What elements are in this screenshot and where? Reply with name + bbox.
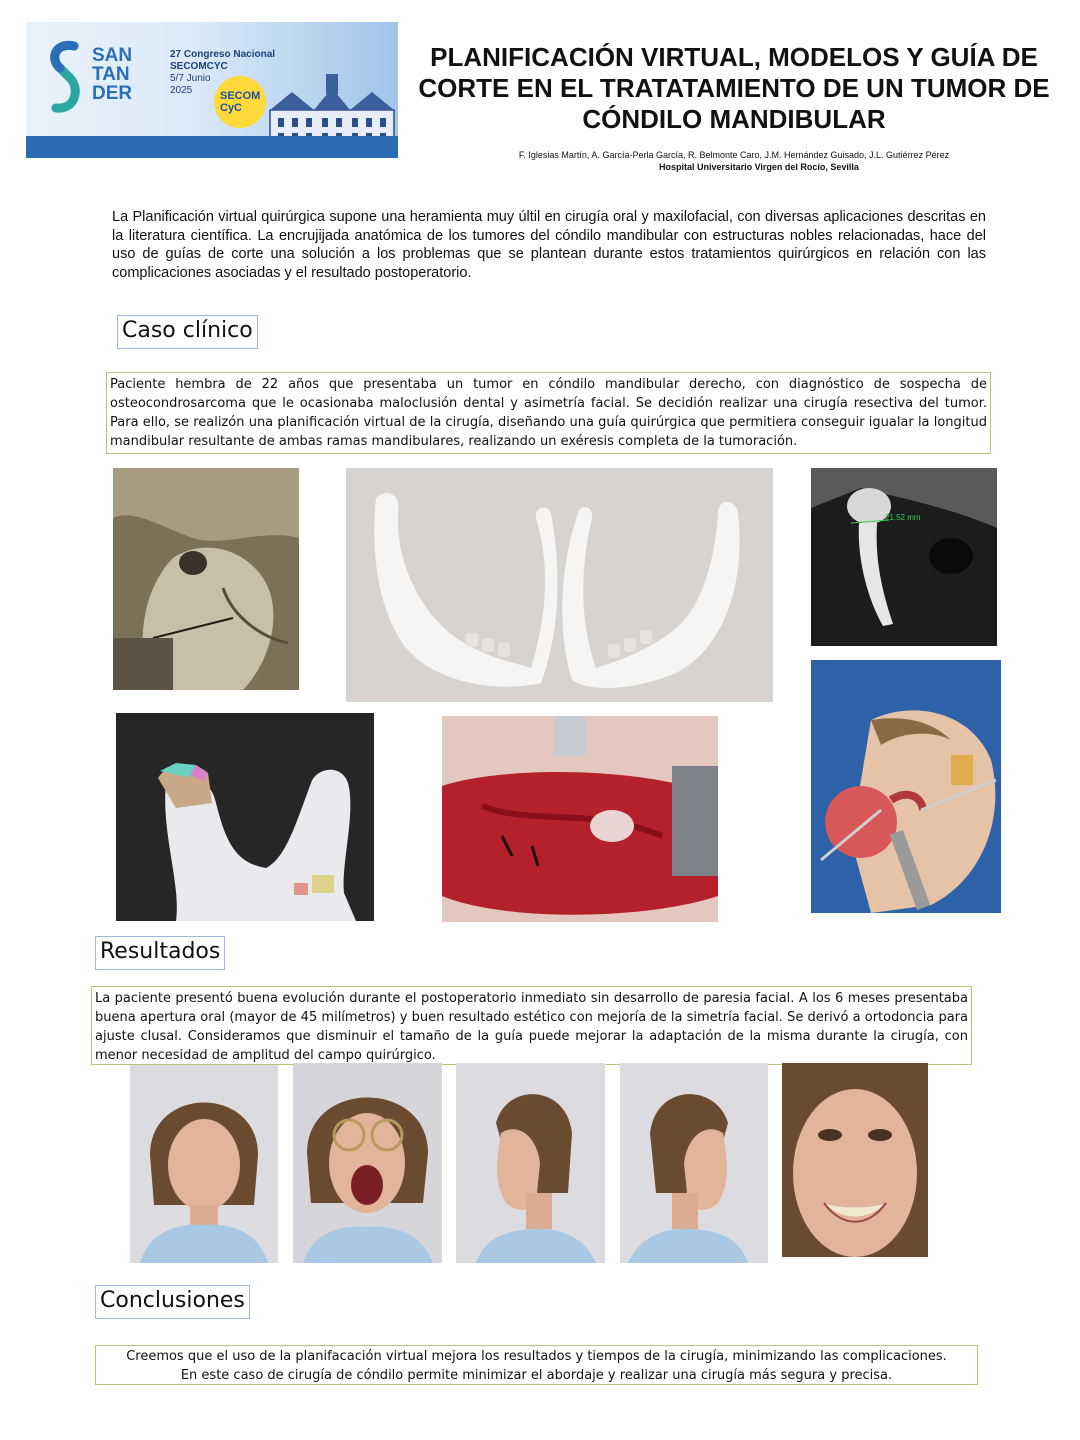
caso-clinico-text: Paciente hembra de 22 años que presentaba un tumor en cóndilo mandibular derecho, con diagnóstico de sospecha de osteocondrosarcoma que le ocasionaba maloclusión dental y asimetría facial. Se decidión realizar una cirugía resectiva del tumor. Para ello, se realizón una planificación virtual de la cirugía, diseñando una guía quirúrgica que permitiera conseguir igualar la longitud mandibular resultante de ambas ramas mandibulares, realizando un exéresis completa de la tumoración. [106,372,991,454]
caso-clinico-heading: Caso clínico [117,315,258,349]
patient-frontal-photo [130,1065,278,1263]
congress-info: 27 Congreso Nacional SECOMCYC 5/7 Junio 2025 [170,49,276,96]
ct-scan-image [811,468,997,646]
ct-3d-reconstruction-image [113,468,299,690]
introduction-text: La Planificación virtual quirúrgica supone una heramienta muy últil en cirugía oral y maxilofacial, con diversas aplicaciones descritas en la literatura científica. La encrujijada anatómica de los tumores del cóndilo mandibular con estructuras nobles relacionadas, hace del uso de guías de corte una solución a los problemas que se plantean durante estos tratamientos quirúrgicos en relación con las complicaciones asociadas y el resultado postoperatorio. [112,209,986,281]
authors: F. Iglesias Martín, A. García-Perla García, R. Belmonte Caro, J.M. Hernández Guisado, J.L. Gutiérrez Pérez [518,150,950,160]
patient-profile-right-photo [456,1063,605,1263]
banner-bar [26,136,398,158]
poster-title: PLANIFICACIÓN VIRTUAL, MODELOS Y GUÍA DE CORTE EN EL TRATATAMIENTO DE UN TUMOR DE CÓNDILO MANDIBULAR [418,42,1050,134]
conclusion-line-1: Creemos que el uso de la planifacación virtual mejora los resultados y tiempos de la cirugía, minimizando las complicaciones. [126,1349,947,1364]
patient-mouth-open-photo [293,1063,442,1263]
patient-profile-left-photo [620,1063,768,1263]
virtual-planning-guide-image [116,713,374,921]
society-logo: SECOM CyC [214,76,266,128]
patient-smile-closeup-photo [782,1063,928,1257]
resultados-heading: Resultados [95,936,225,970]
resultados-text: La paciente presentó buena evolución durante el postoperatorio inmediato sin desarrollo de paresia facial. A los 6 meses presentaba buena apertura oral (mayor de 45 milímetros) y buen resultado estético con mejoría de la simetría facial. Se derivó a ortodoncia para ajuste clusal. Consideramos que disminuir el tamaño de la guía puede mejorar la adaptación de la misma durante la cirugía, con menor necesidad de amplitud del campo quirúrgico. [91,986,972,1065]
intraoperative-cutting-guide-image [811,660,1001,913]
congress-banner [26,22,398,158]
congress-logo-icon [44,38,86,116]
conclusiones-heading: Conclusiones [95,1285,250,1319]
ct-measurement-label: 21.52 mm [885,513,921,522]
surgical-field-image [442,716,718,922]
city-name: SAN TAN DER [92,45,133,104]
hospital: Hospital Universitario Virgen del Rocío, Sevilla [659,162,859,172]
mandible-3d-models-image [346,468,773,702]
conclusiones-box [95,1345,978,1385]
conclusion-line-2: En este caso de cirugía de cóndilo permite minimizar el abordaje y realizar una cirugía más segura y precisa. [180,1368,893,1383]
